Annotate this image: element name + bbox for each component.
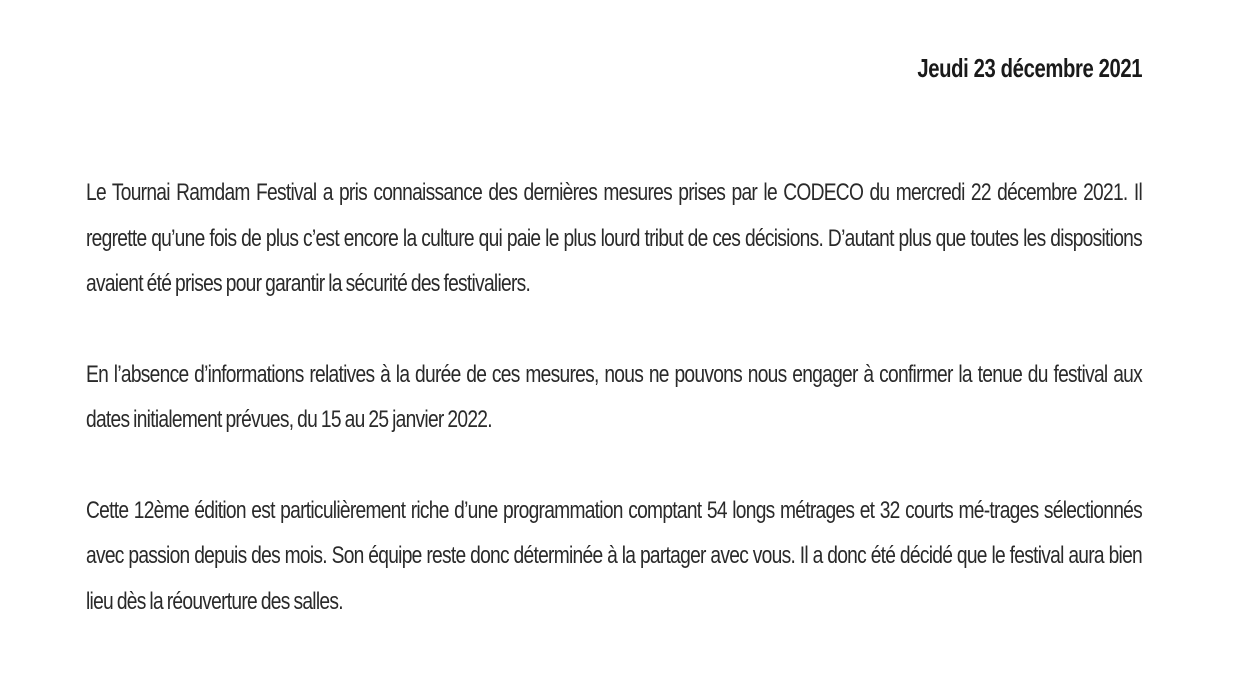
paragraph-12th-edition [86, 488, 1142, 625]
release-body [86, 170, 1142, 669]
press-release [86, 0, 1142, 682]
release-date: Jeudi 23 décembre 2021 [917, 53, 1142, 83]
paragraph-festival-dates [86, 352, 1142, 443]
paragraph-text: Le Tournai Ramdam Festival a pris connaissance des dernières mesures prises par le CODECO du mercredi 22 décembre 2021. Il regrette qu’une fois de plus c’est encore la culture qui paie le plus lourd tribut de ces décisions. D’autant plus que toutes les dispositions avaient été prises pour garantir la sécurité des festivaliers. [86, 179, 1142, 297]
paragraph-text: En l’absence d’informations relatives à la durée de ces mesures, nous ne pouvons nous engager à confirmer la tenue du festival aux dates initialement prévues, du 15 au 25 janvier 2022. [86, 360, 1142, 433]
paragraph-codeco-measures [86, 170, 1142, 307]
paragraph-text: Cette 12ème édition est particulièrement riche d’une programmation comptant 54 longs métrages et 32 courts mé-trages sélectionnés avec passion depuis des mois. Son équipe reste donc déterminée à la partager avec vous. Il a donc été décidé que le festival aura bien lieu dès la réouverture des salles. [86, 496, 1142, 615]
